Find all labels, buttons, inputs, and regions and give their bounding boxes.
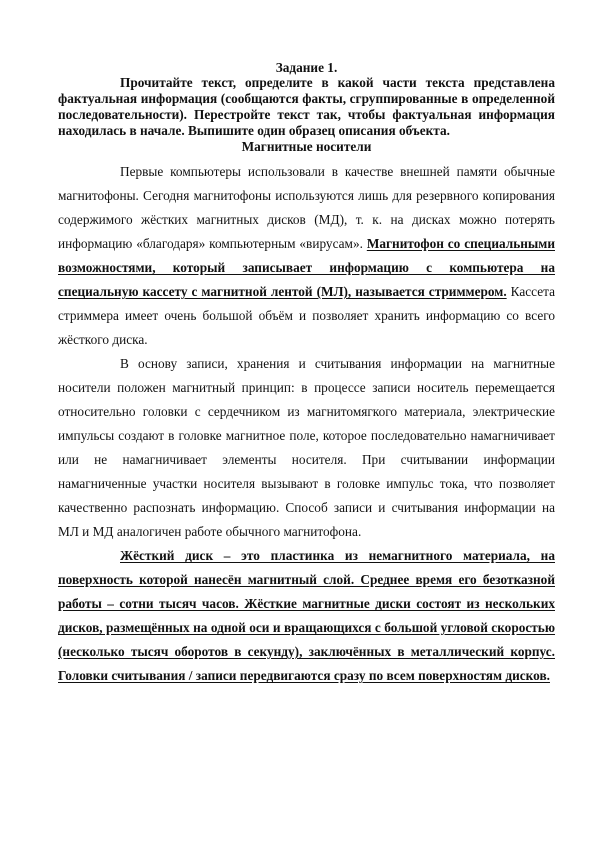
task-instructions: Прочитайте текст, определите в какой части текста представлена фактуальная информация (сообщаются факты, сгруппированные в определенной последовательности). Перестройте текст так, чтобы фактуальная информация находилась в начале. Выпишите один образец описания объекта. [58, 75, 555, 138]
paragraph-1-emphasis: Магнитофон со специальными возможностями, который записывает информацию с компьютера на специальную кассету с магнитной лентой (МЛ), называется стриммером. [58, 236, 555, 299]
paragraph-1-intro: Первые компьютеры использовали в качестве внешней памяти обычные магнитофоны. Сегодня магнитофоны используются лишь для резервного копирования содержимого жёстких магнитных дисков (МД), т. к. на дисках можно потерять информацию «благодаря» компьютерным «вирусам». [58, 164, 555, 251]
paragraph-2: В основу записи, хранения и считывания информации на магнитные носители положен магнитный принцип: в процессе записи носитель перемещается относительно головки с сердечником из магнитомягкого материала, электрические импульсы создают в головке магнитное поле, которое последовательно намагничивает или не намагничивает элементы носителя. При считывании информации намагниченные участки носителя вызывают в головке импульс тока, что позволяет качественно распознать информацию. Способ записи и считывания информации на МЛ и МД аналогичен работе обычного магнитофона. [58, 356, 555, 539]
paragraph-1-outro: Кассета стриммера имеет очень большой объём и позволяет хранить информацию со всего жёсткого диска. [58, 284, 555, 347]
text-heading: Магнитные носители [241, 139, 372, 154]
paragraph-1 [58, 160, 555, 352]
paragraph-3-emphasis: Жёсткий диск – это пластинка из немагнитного материала, на поверхность которой нанесён магнитный слой. Среднее время его безотказной работы – сотни тысяч часов. Жёсткие магнитные диски состоят из нескольких дисков, размещённых на одной оси и вращающихся с большой угловой скоростью (несколько тысяч оборотов в секунду), заключённых в металлический корпус. Головки считывания / записи передвигаются сразу по всем поверхностям дисков. [58, 548, 555, 683]
document-page [58, 60, 555, 688]
task-title: Задание 1. [275, 60, 338, 75]
